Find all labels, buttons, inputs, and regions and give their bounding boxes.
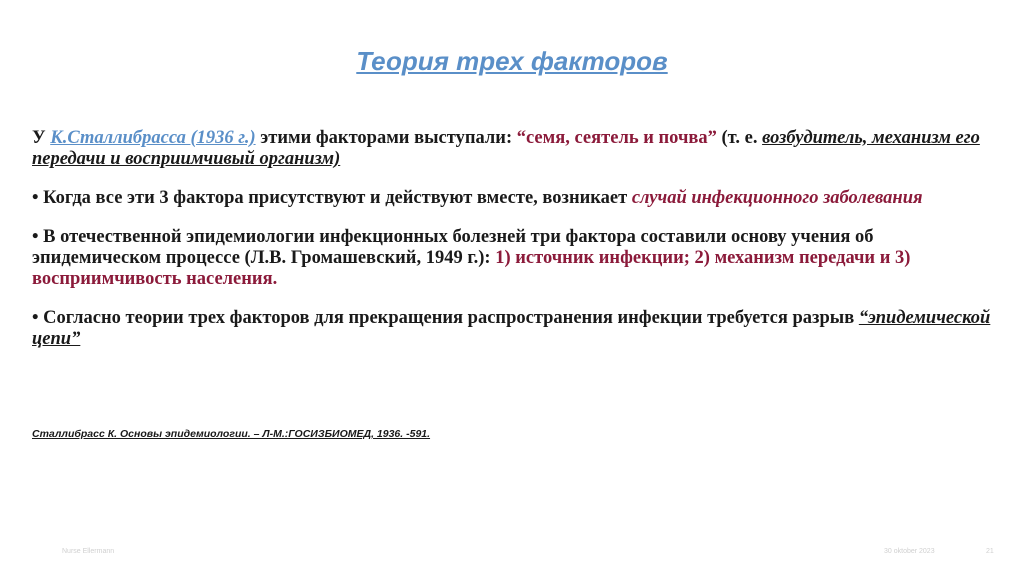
highlight-2: восприимчивость населения. <box>32 269 278 289</box>
footer-date: 30 oktober 2023 <box>884 548 935 555</box>
reference: Сталлибрасс К. Основы эпидемиологии. – Л-М.:ГОСИЗБИОМЕД, 1936. -591. <box>32 428 431 440</box>
paragraph-bullet-1 <box>32 188 992 209</box>
page-number: 21 <box>986 548 994 555</box>
slide-title: Теория трех факторов <box>356 46 668 76</box>
italic-text: “эпидемической цепи” <box>32 308 991 349</box>
text: этими факторами выступали: <box>255 128 517 148</box>
footer-left: Nurse Ellermann <box>62 548 115 555</box>
text: (т. е. <box>716 128 763 148</box>
text: • Когда все эти 3 фактора присутствуют и действуют вместе, возникает <box>32 188 632 208</box>
text: • В отечественной эпидемиологии инфекционных болезней три фактора составили основу учения об эпидемическом процессе (Л.В. Громашевский, 1949 г.): <box>32 227 874 268</box>
paragraph-bullet-3 <box>32 308 992 350</box>
author-link[interactable]: К.Сталлибрасса (1936 г.) <box>50 128 256 148</box>
text: • Согласно теории трех факторов для прекращения распространения инфекции требуется разрыв <box>32 308 859 328</box>
paragraph-bullet-2 <box>32 227 992 290</box>
paragraph-factors <box>32 128 992 170</box>
quote: “семя, сеятель и почва” <box>516 128 717 148</box>
slide-body <box>32 128 992 368</box>
highlight: случай инфекционного заболевания <box>631 188 923 208</box>
highlight-1: 1) источник инфекции; 2) механизм передачи и 3) <box>495 248 911 268</box>
text: У <box>32 128 51 148</box>
italic-text: возбудитель, механизм его передачи и восприимчивый организм) <box>32 128 980 169</box>
